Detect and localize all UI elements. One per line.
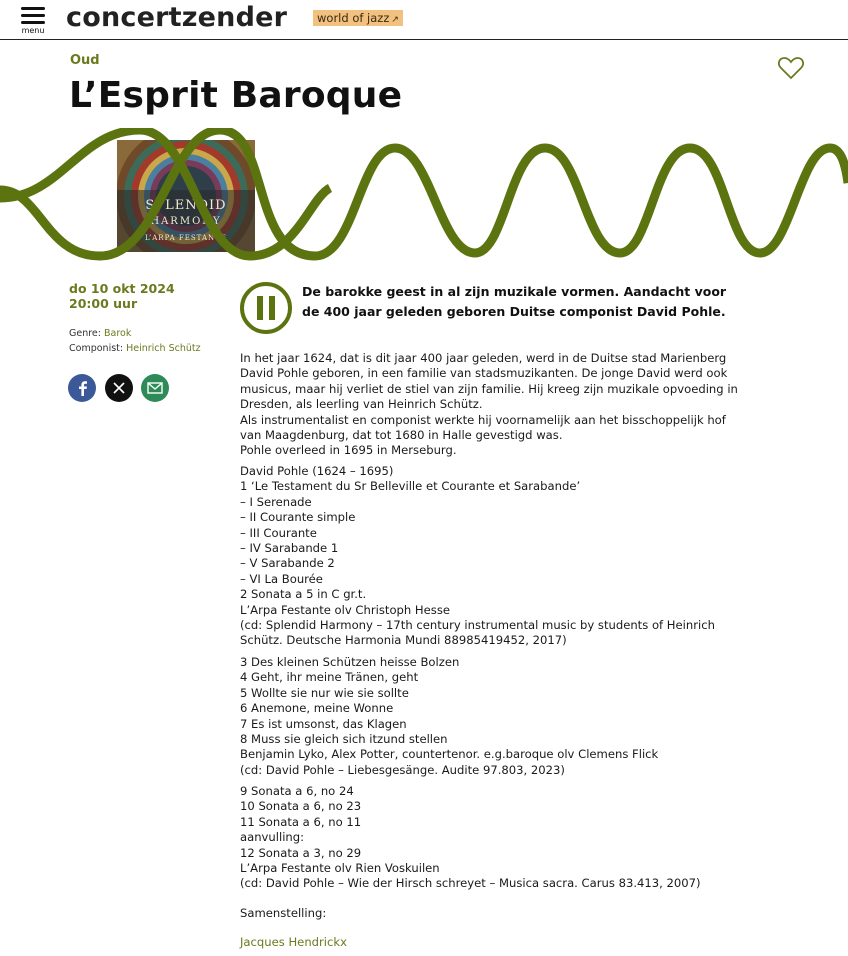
cover-ensemble: L’ARPA FESTANTE — [145, 234, 227, 242]
menu-bar-icon — [21, 14, 45, 17]
playlist-line: Benjamin Lyko, Alex Potter, countertenor. e.g.baroque olv Clemens Flick — [240, 747, 659, 762]
playlist-line: aanvulling: — [240, 830, 305, 845]
body-line: musicus, maar hij verliet de stiel van zijn familie. Hij kreeg zijn muzikale opvoeding in — [240, 381, 738, 396]
playlist-line: 5 Wollte sie nur wie sie sollte — [240, 685, 409, 700]
playlist-line: Schütz. Deutsche Harmonia Mundi 88985419452, 2017) — [240, 633, 567, 648]
playlist-line: 12 Sonata a 3, no 29 — [240, 845, 362, 860]
facebook-icon — [75, 380, 89, 396]
body-line: Als instrumentalist en componist werkte hij voornamelijk aan het bisschoppelijk hof — [240, 412, 726, 427]
credit-label: Samenstelling: — [240, 906, 327, 920]
playlist-line: 11 Sonata a 6, no 11 — [240, 814, 362, 829]
share-mail-button[interactable] — [141, 374, 169, 402]
pause-button[interactable] — [240, 282, 292, 334]
broadcast-time: 20:00 uur — [69, 296, 138, 311]
playlist-line: (cd: Splendid Harmony – 17th century instrumental music by students of Heinrich — [240, 618, 715, 633]
playlist-line: (cd: David Pohle – Wie der Hirsch schreyet – Musica sacra. Carus 83.413, 2007) — [240, 876, 701, 891]
cover-title-2: HARMONY — [150, 216, 222, 227]
top-bar — [0, 0, 848, 40]
genre-link[interactable]: Barok — [104, 328, 132, 339]
playlist-line: 8 Muss sie gleich sich itzund stellen — [240, 732, 448, 747]
menu-label: menu — [21, 26, 45, 35]
playlist-line: 3 Des kleinen Schützen heisse Bolzen — [240, 655, 460, 669]
mail-icon — [147, 382, 163, 394]
playlist-line: 2 Sonata a 5 in C gr.t. — [240, 587, 367, 602]
playlist-line: – II Courante simple — [240, 510, 356, 525]
body-line: David Pohle geboren, in een familie van stadsmuzikanten. De jonge David werd ook — [240, 366, 728, 381]
playlist-line: (cd: David Pohle – Liebesgesänge. Audite 97.803, 2023) — [240, 762, 565, 777]
menu-bar-icon — [21, 7, 45, 10]
playlist-line: David Pohle (1624 – 1695) — [240, 464, 394, 478]
playlist-line: – VI La Bourée — [240, 571, 323, 586]
body-line: In het jaar 1624, dat is dit jaar 400 jaar geleden, werd in de Duitse stad Marienberg — [240, 351, 727, 365]
menu-bar-icon — [21, 21, 45, 24]
playlist-part-2 — [240, 655, 765, 778]
playlist-line: L’Arpa Festante olv Rien Voskuilen — [240, 861, 440, 876]
playlist-line: 4 Geht, ihr meine Tränen, geht — [240, 670, 419, 685]
composer-link[interactable]: Heinrich Schütz — [126, 343, 201, 354]
playlist-part-1 — [240, 464, 765, 649]
playlist-line: 1 ‘Le Testament du Sr Belleville et Courante et Sarabande’ — [240, 479, 581, 494]
external-link-icon: ↗ — [391, 15, 399, 25]
body-line: van Maagdenburg, dat tot 1680 in Halle gevestigd was. — [240, 428, 563, 443]
wave-decoration — [0, 128, 848, 264]
channel-tag-label: world of jazz — [317, 11, 390, 25]
playlist-line: 9 Sonata a 6, no 24 — [240, 784, 354, 798]
composer-label: Componist: — [69, 343, 124, 354]
x-icon — [113, 382, 125, 394]
program-category: Oud — [70, 53, 100, 68]
share-facebook-button[interactable] — [68, 374, 96, 402]
cover-title-1: SPLENDID — [145, 198, 227, 213]
playlist-line: – I Serenade — [240, 494, 312, 509]
broadcast-date-time — [69, 281, 175, 311]
site-logo[interactable]: concertzender — [66, 2, 288, 33]
playlist-line: L’Arpa Festante olv Christoph Hesse — [240, 602, 450, 617]
channel-tag-link[interactable] — [313, 10, 403, 26]
body-paragraph-1 — [240, 351, 765, 459]
playlist-line: – IV Sarabande 1 — [240, 541, 339, 556]
share-x-button[interactable] — [105, 374, 133, 402]
pause-icon — [257, 296, 263, 320]
playlist-line: – V Sarabande 2 — [240, 556, 335, 571]
menu-button[interactable] — [21, 7, 47, 35]
composer-row — [69, 343, 201, 354]
page-title: L’Esprit Baroque — [69, 75, 403, 116]
genre-label: Genre: — [69, 328, 101, 339]
playlist-line: 7 Es ist umsonst, das Klagen — [240, 716, 407, 731]
playlist-line: 6 Anemone, meine Wonne — [240, 701, 394, 716]
playlist-line: – III Courante — [240, 525, 317, 540]
body-line: Pohle overleed in 1695 in Merseburg. — [240, 443, 457, 458]
broadcast-date: do 10 okt 2024 — [69, 281, 175, 296]
body-line: Dresden, als leerling van Heinrich Schütz. — [240, 397, 483, 412]
playlist-part-3 — [240, 784, 765, 892]
heart-icon[interactable] — [778, 56, 804, 80]
credit-name-link[interactable]: Jacques Hendrickx — [240, 935, 347, 949]
program-lead: De barokke geest in al zijn muzikale vormen. Aandacht voor de 400 jaar geleden geboren Duitse componist David Pohle. — [302, 284, 727, 319]
genre-row — [69, 328, 131, 339]
playlist-line: 10 Sonata a 6, no 23 — [240, 799, 362, 814]
